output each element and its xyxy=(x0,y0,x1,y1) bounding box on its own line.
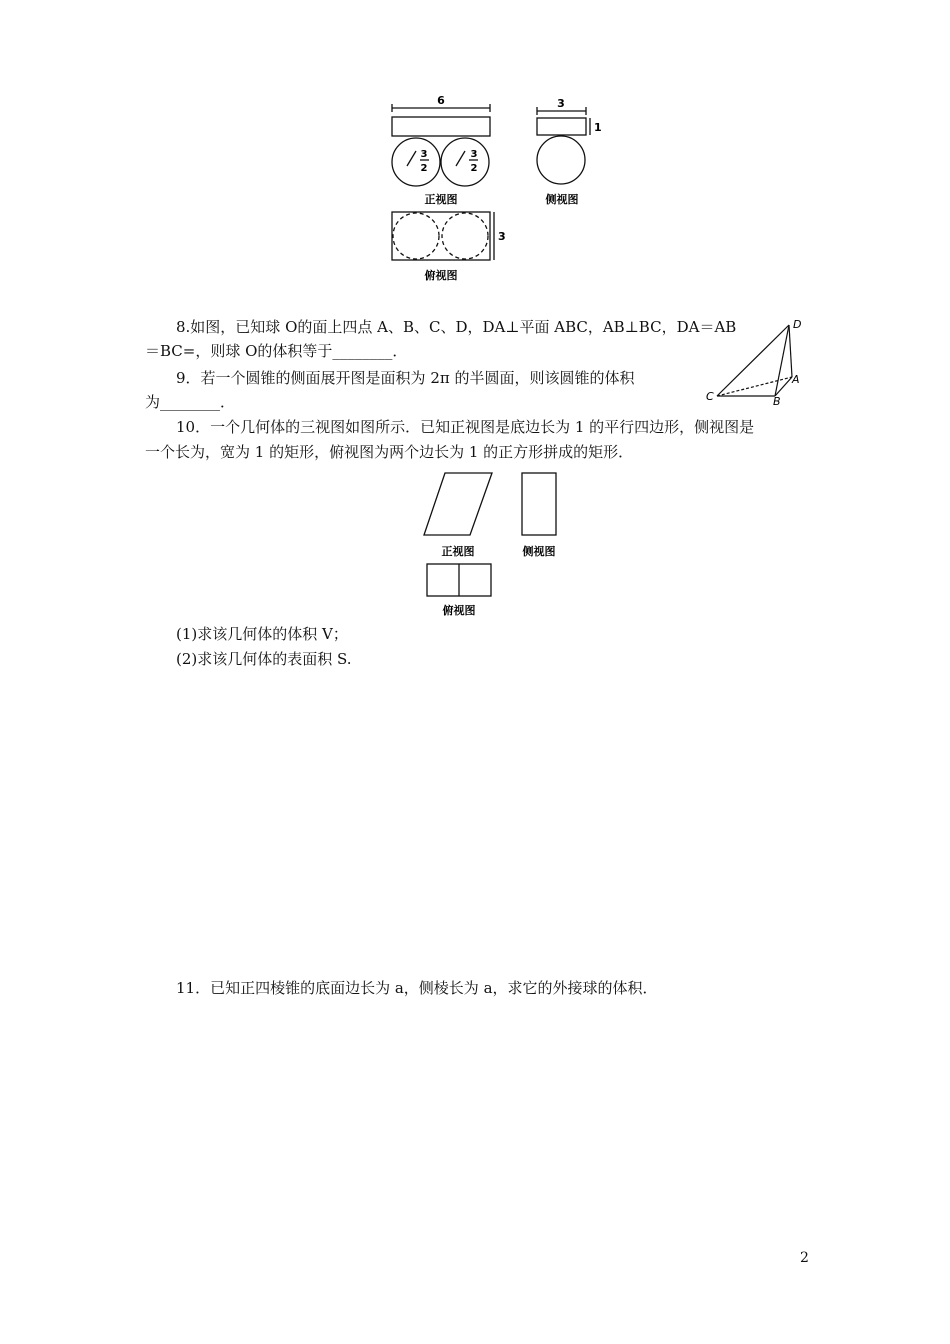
fig7-front-label: 正视图 xyxy=(424,193,458,206)
q10-front-label: 正视图 xyxy=(441,545,475,558)
page-number: 2 xyxy=(800,1250,809,1266)
q10-top-label: 俯视图 xyxy=(442,604,476,617)
q10-sub2: (2)求该几何体的表面积 S. xyxy=(176,650,352,668)
q8-line1: 8.如图，已知球 O的面上四点 A、B、C、D，DA⊥平面 ABC，AB⊥BC，DA＝AB xyxy=(176,318,737,336)
fig7-side-width: 3 xyxy=(557,97,565,110)
fig7-three-views xyxy=(380,95,620,285)
q9-line2: 为________． xyxy=(145,393,236,411)
fig7-top-label: 俯视图 xyxy=(424,269,458,282)
fig7-side-height: 1 xyxy=(594,121,602,134)
fig7-radius-num-right: 3 xyxy=(470,149,478,160)
q10-line2: 一个长为，宽为 1 的矩形，俯视图为两个边长为 1 的正方形拼成的矩形． xyxy=(145,443,634,461)
q8-label-d: D xyxy=(793,318,802,331)
fig7-top-width: 6 xyxy=(437,95,445,107)
q10-three-views xyxy=(415,465,575,625)
q8-label-a: A xyxy=(792,373,800,386)
q10-side-rectangle xyxy=(522,473,556,535)
fig7-top-height: 3 xyxy=(498,230,506,243)
fig7-radius-den-right: 2 xyxy=(470,163,478,174)
q10-sub1: (1)求该几何体的体积 V； xyxy=(176,625,348,643)
q10-line1: 10．一个几何体的三视图如图所示．已知正视图是底边长为 1 的平行四边形，侧视图是 xyxy=(176,418,755,436)
fig7-radius-den-left: 2 xyxy=(420,163,428,174)
q8-label-b: B xyxy=(773,395,781,407)
q9-line1: 9．若一个圆锥的侧面展开图是面积为 2π 的半圆面，则该圆锥的体积 xyxy=(176,369,635,387)
q10-front-parallelogram xyxy=(424,473,492,535)
q8-line2: ＝BC=，则球 O的体积等于________． xyxy=(145,342,408,360)
q8-label-c: C xyxy=(706,390,714,403)
fig7-side-label: 侧视图 xyxy=(545,193,579,206)
q10-side-label: 侧视图 xyxy=(522,545,556,558)
q11-line1: 11．已知正四棱锥的底面边长为 a，侧棱长为 a，求它的外接球的体积． xyxy=(176,979,658,997)
fig7-radius-num-left: 3 xyxy=(420,149,428,160)
fig7-side-view xyxy=(537,107,590,184)
fig7-top-view xyxy=(392,212,494,260)
q8-tetrahedron-figure xyxy=(700,312,815,407)
